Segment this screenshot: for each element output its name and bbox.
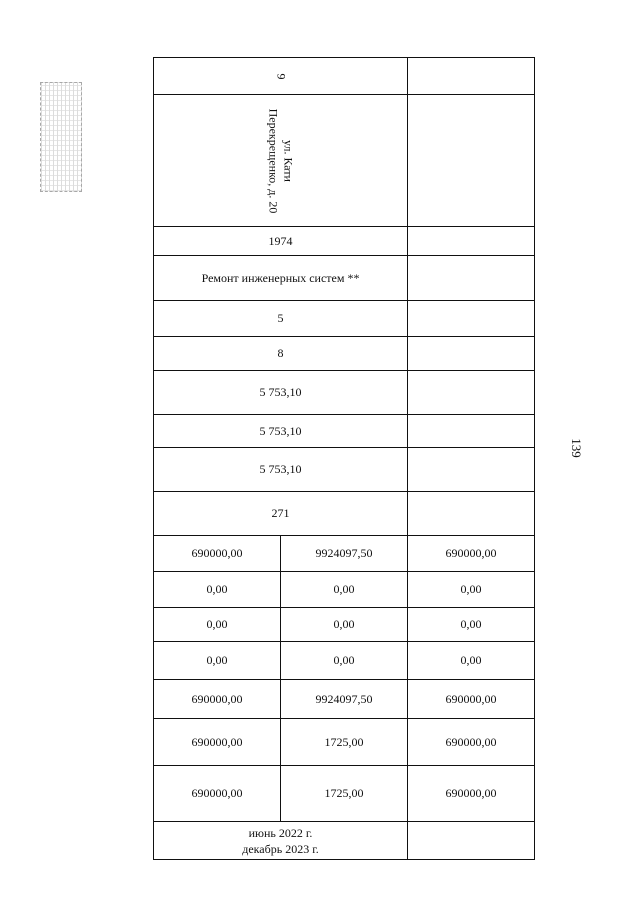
table-row [154,337,535,371]
value-cell-col3: 0,00 [408,572,535,608]
table-row [154,227,535,256]
header-cell-9: 5 753,10 [154,448,408,492]
period-start: июнь 2022 г. [248,825,313,840]
empty-cell [408,822,535,860]
value-cell-col1: 690000,00 [154,680,281,719]
table-row [154,719,535,766]
empty-cell [408,415,535,448]
value-cell-col2: 1725,00 [281,719,408,766]
table-row [154,301,535,337]
empty-cell [408,227,535,256]
value-cell-col2: 1725,00 [281,766,408,822]
header-cell-1 [154,58,408,95]
header-cell-5: 5 [154,301,408,337]
value-cell-col1: 690000,00 [154,766,281,822]
table-row [154,572,535,608]
header-cell-7: 5 753,10 [154,371,408,415]
value-cell-col1: 0,00 [154,572,281,608]
table-row [154,766,535,822]
empty-cell [408,301,535,337]
value-cell-col3: 690000,00 [408,536,535,572]
work-schedule-table [153,57,535,860]
table-row [154,415,535,448]
value-cell-col3: 690000,00 [408,719,535,766]
value-cell-col2: 9924097,50 [281,680,408,719]
value-cell-col1: 0,00 [154,608,281,642]
value-cell-col2: 9924097,50 [281,536,408,572]
empty-cell [408,371,535,415]
value-cell-col1: 690000,00 [154,536,281,572]
empty-cell [408,448,535,492]
value-cell-col2: 0,00 [281,642,408,680]
table-row [154,536,535,572]
period-cell [154,822,408,860]
stamp-image [40,82,82,192]
table-row [154,371,535,415]
table-row [154,256,535,301]
header-cell-2-text: ул. Кати Перекрещенко, д. 20 [266,108,296,213]
table-row [154,58,535,95]
header-cell-6: 8 [154,337,408,371]
table-row [154,680,535,719]
empty-cell [408,256,535,301]
table-row [154,642,535,680]
header-cell-4: Ремонт инженерных систем ** [154,256,408,301]
value-cell-col2: 0,00 [281,572,408,608]
header-cell-1-text: 9 [274,73,288,79]
value-cell-col1: 0,00 [154,642,281,680]
header-cell-3: 1974 [154,227,408,256]
value-cell-col3: 690000,00 [408,766,535,822]
header-cell-2 [154,95,408,227]
table-row [154,822,535,860]
table-row [154,448,535,492]
period-end: декабрь 2023 г. [242,841,319,856]
value-cell-col2: 0,00 [281,608,408,642]
value-cell-col1: 690000,00 [154,719,281,766]
page-number: 139 [568,438,584,458]
empty-cell [408,492,535,536]
table-row [154,95,535,227]
empty-cell [408,95,535,227]
table-row [154,492,535,536]
value-cell-col3: 0,00 [408,608,535,642]
header-cell-8: 5 753,10 [154,415,408,448]
table-row [154,608,535,642]
value-cell-col3: 690000,00 [408,680,535,719]
empty-cell [408,58,535,95]
value-cell-col3: 0,00 [408,642,535,680]
empty-cell [408,337,535,371]
header-cell-10: 271 [154,492,408,536]
